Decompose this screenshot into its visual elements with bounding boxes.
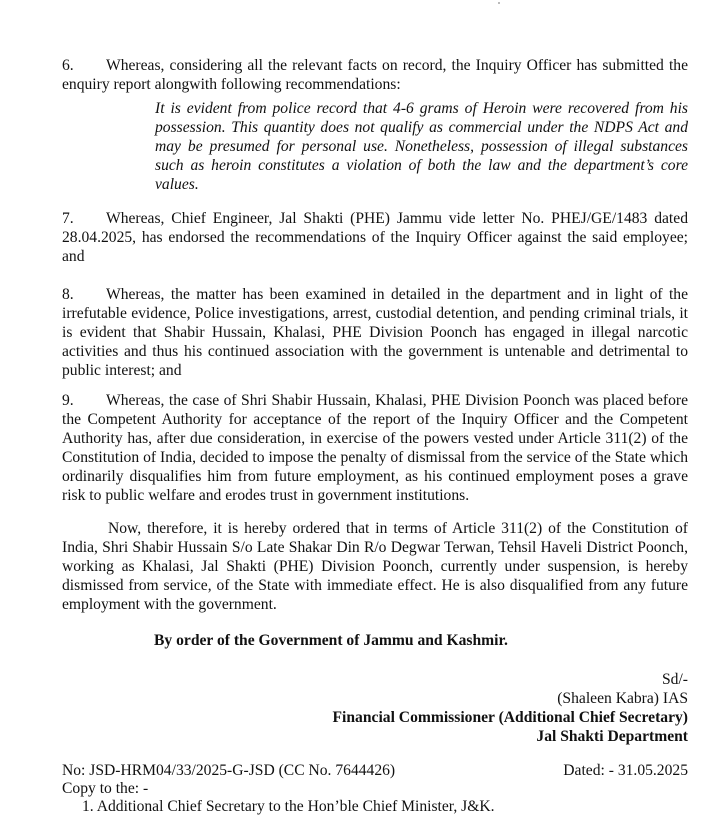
paragraph-text: Whereas, Chief Engineer, Jal Shakti (PHE) Jammu vide letter No. PHEJ/GE/1483 dated 28.04.2025, has endorsed the recommendations of the Inquiry Officer against the said employee; and: [62, 210, 688, 265]
paragraph-text: Whereas, the case of Shri Shabir Hussain, Khalasi, PHE Division Poonch was placed before the Competent Authority for acceptance of the report of the Inquiry Officer and the Competent Authority has, after due consideration, in exercise of the powers vested under Article 311(2) of the Constitution of India, decided to impose the penalty of dismissal from the service of the State which ordinarily disqualifies him from future employment, as his continued employment poses a grave risk to public welfare and erodes trust in government institutions.: [62, 392, 688, 504]
inquiry-quote: It is evident from police record that 4-6 grams of Heroin were recovered from his possession. This quantity does not qualify as commercial under the NDPS Act and may be presumed for personal use. Nonetheless, possession of illegal substances such as heroin constitutes a violation of both the law and the department’s core values.: [155, 100, 688, 193]
signature-sd: Sd/-: [662, 671, 688, 688]
paragraph-8: [62, 285, 688, 380]
dated: Dated: - 31.05.2025: [563, 762, 688, 779]
reference-number: No: JSD-HRM04/33/2025-G-JSD (CC No. 7644426): [62, 762, 396, 779]
paragraph-text: Whereas, considering all the relevant facts on record, the Inquiry Officer has submitted the enquiry report alongwith following recommendations:: [62, 57, 688, 93]
paragraph-9: [62, 391, 688, 505]
paragraph-number: 8.: [62, 286, 74, 303]
signature-name: (Shaleen Kabra) IAS: [557, 690, 688, 707]
paragraph-6: [62, 56, 688, 94]
paragraph-text: Whereas, the matter has been examined in detailed in the department and in light of the irrefutable evidence, Police investigations, arrest, custodial detention, and pending criminal trials, it is evident that Shabir Hussain, Khalasi, PHE Division Poonch has engaged in illegal narcotic activities and thus his continued association with the government is untenable and detrimental to public interest; and: [62, 286, 688, 379]
paragraph-number: 7.: [62, 210, 74, 227]
paragraph-number: 9.: [62, 392, 74, 409]
order-line: By order of the Government of Jammu and Kashmir.: [154, 632, 508, 649]
paragraph-number: 6.: [62, 57, 74, 74]
copy-item-1: 1. Additional Chief Secretary to the Hon’ble Chief Minister, J&K.: [82, 798, 495, 815]
scan-mark: [498, 2, 500, 4]
copy-to-label: Copy to the: -: [62, 780, 149, 797]
signature-department: Jal Shakti Department: [536, 728, 688, 745]
signature-designation: Financial Commissioner (Additional Chief Secretary): [332, 709, 688, 726]
order-paragraph: Now, therefore, it is hereby ordered that in terms of Article 311(2) of the Constitution of India, Shri Shabir Hussain S/o Late Shakar Din R/o Degwar Terwan, Tehsil Haveli District Poonch, working as Khalasi, Jal Shakti (PHE) Division Poonch, currently under suspension, is hereby dismissed from service, of the State with immediate effect. He is also disqualified from any future employment with the government.: [62, 520, 688, 613]
paragraph-7: [62, 209, 688, 266]
